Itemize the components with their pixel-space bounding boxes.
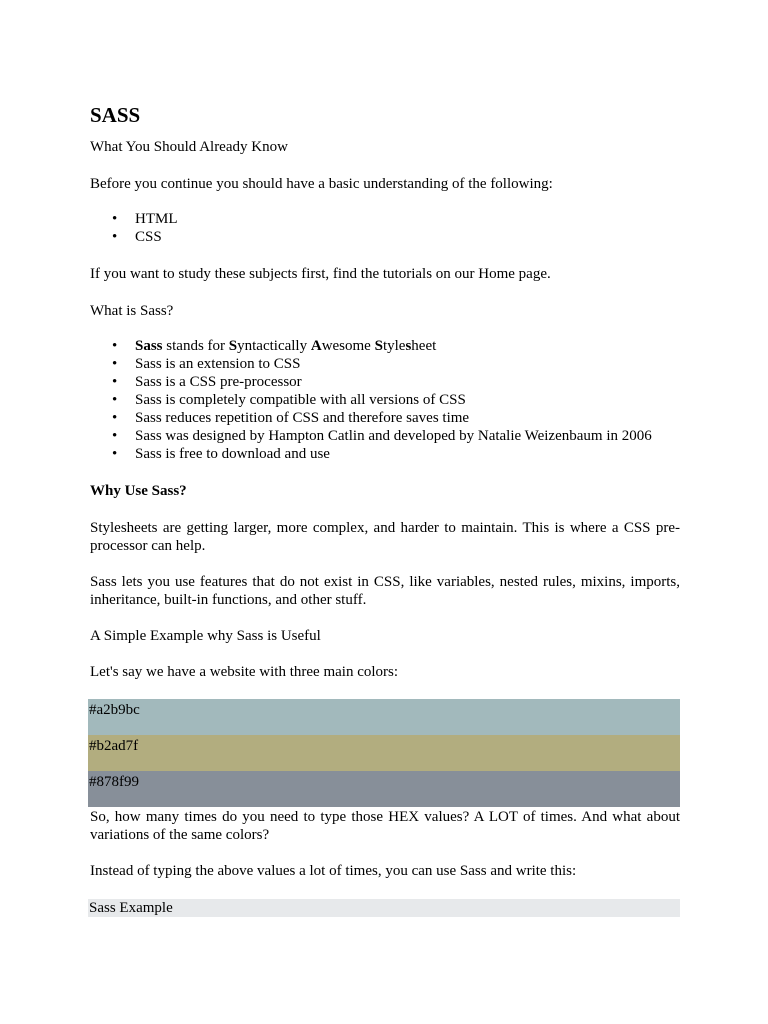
acronym-s1: S (228, 338, 238, 354)
list-item: • CSS (135, 228, 680, 246)
acronym-s2: S (374, 338, 383, 354)
section-heading-why-use-sass: Why Use Sass? (90, 483, 187, 499)
section-heading-prerequisites: What You Should Already Know (90, 139, 288, 155)
color-swatch-2: #b2ad7f (88, 735, 680, 771)
acronym-s2-mid: tyle (382, 338, 406, 354)
list-item: • HTML (135, 210, 680, 228)
hex-values-paragraph: So, how many times do you need to type those HEX values? A LOT of times. And what about variations of the same colors? (90, 809, 680, 843)
sass-facts-list (90, 337, 680, 463)
list-item-acronym (135, 337, 680, 355)
acronym-stands-for: stands for (162, 338, 229, 354)
color-swatches (88, 699, 680, 807)
tutorials-paragraph: If you want to study these subjects first, find the tutorials on our Home page. (90, 266, 551, 282)
list-item: • Sass is an extension to CSS (135, 355, 680, 373)
list-item: • Sass was designed by Hampton Catlin and developed by Natalie Weizenbaum in 2006 (135, 427, 680, 445)
acronym-s3-rest: heet (411, 338, 437, 354)
intro-paragraph: Before you continue you should have a basic understanding of the following: (90, 176, 553, 192)
use-sass-paragraph: Instead of typing the above values a lot of times, you can use Sass and write this: (90, 863, 577, 879)
acronym-a-rest: wesome (321, 338, 375, 354)
sass-example-header: Sass Example (88, 899, 680, 917)
acronym-s1-rest: yntactically (237, 338, 311, 354)
page-title: SASS (90, 103, 141, 127)
list-item: • Sass is a CSS pre-processor (135, 373, 680, 391)
color-swatch-3: #878f99 (88, 771, 680, 807)
section-heading-simple-example: A Simple Example why Sass is Useful (90, 628, 321, 644)
color-swatch-1: #a2b9bc (88, 699, 680, 735)
three-colors-paragraph: Let's say we have a website with three main colors: (90, 664, 399, 680)
list-item: • Sass reduces repetition of CSS and therefore saves time (135, 409, 680, 427)
acronym-s3: s (405, 338, 412, 354)
why-paragraph-2: Sass lets you use features that do not exist in CSS, like variables, nested rules, mixins, imports, inheritance, built-in functions, and other stuff. (90, 574, 680, 608)
prerequisites-list (90, 210, 680, 246)
document-page (90, 104, 680, 917)
list-item: • Sass is completely compatible with all versions of CSS (135, 391, 680, 409)
acronym-a: A (310, 338, 322, 354)
acronym-sass: Sass (135, 338, 163, 354)
list-item: • Sass is free to download and use (135, 445, 680, 463)
section-heading-what-is-sass: What is Sass? (90, 303, 174, 319)
why-paragraph-1: Stylesheets are getting larger, more complex, and harder to maintain. This is where a CSS pre-processor can help. (90, 520, 680, 554)
